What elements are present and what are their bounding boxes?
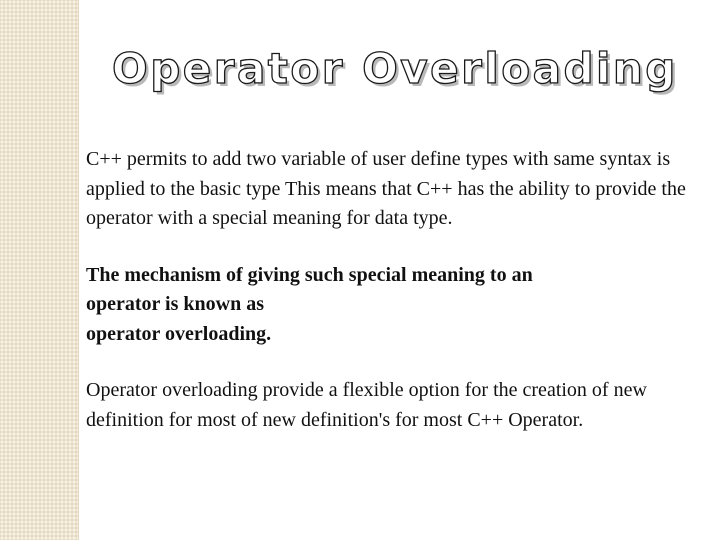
decorative-side-band (0, 0, 79, 540)
definition-line-1: The mechanism of giving such special meaning to an (86, 263, 533, 286)
closing-paragraph: Operator overloading provide a flexible option for the creation of new definition for most of new definition's for most C++ Operator. (86, 379, 647, 431)
definition-line-3: operator overloading. (86, 322, 272, 345)
slide-title: Operator Overloading (112, 44, 678, 93)
slide-content (86, 145, 718, 435)
intro-paragraph: C++ permits to add two variable of user define types with same syntax is applied to the basic type This means that C++ has the ability to provide the operator with a special meaning for data type. (86, 148, 686, 229)
definition-line-2: operator is known as (86, 293, 264, 315)
definition-paragraph (86, 261, 718, 350)
